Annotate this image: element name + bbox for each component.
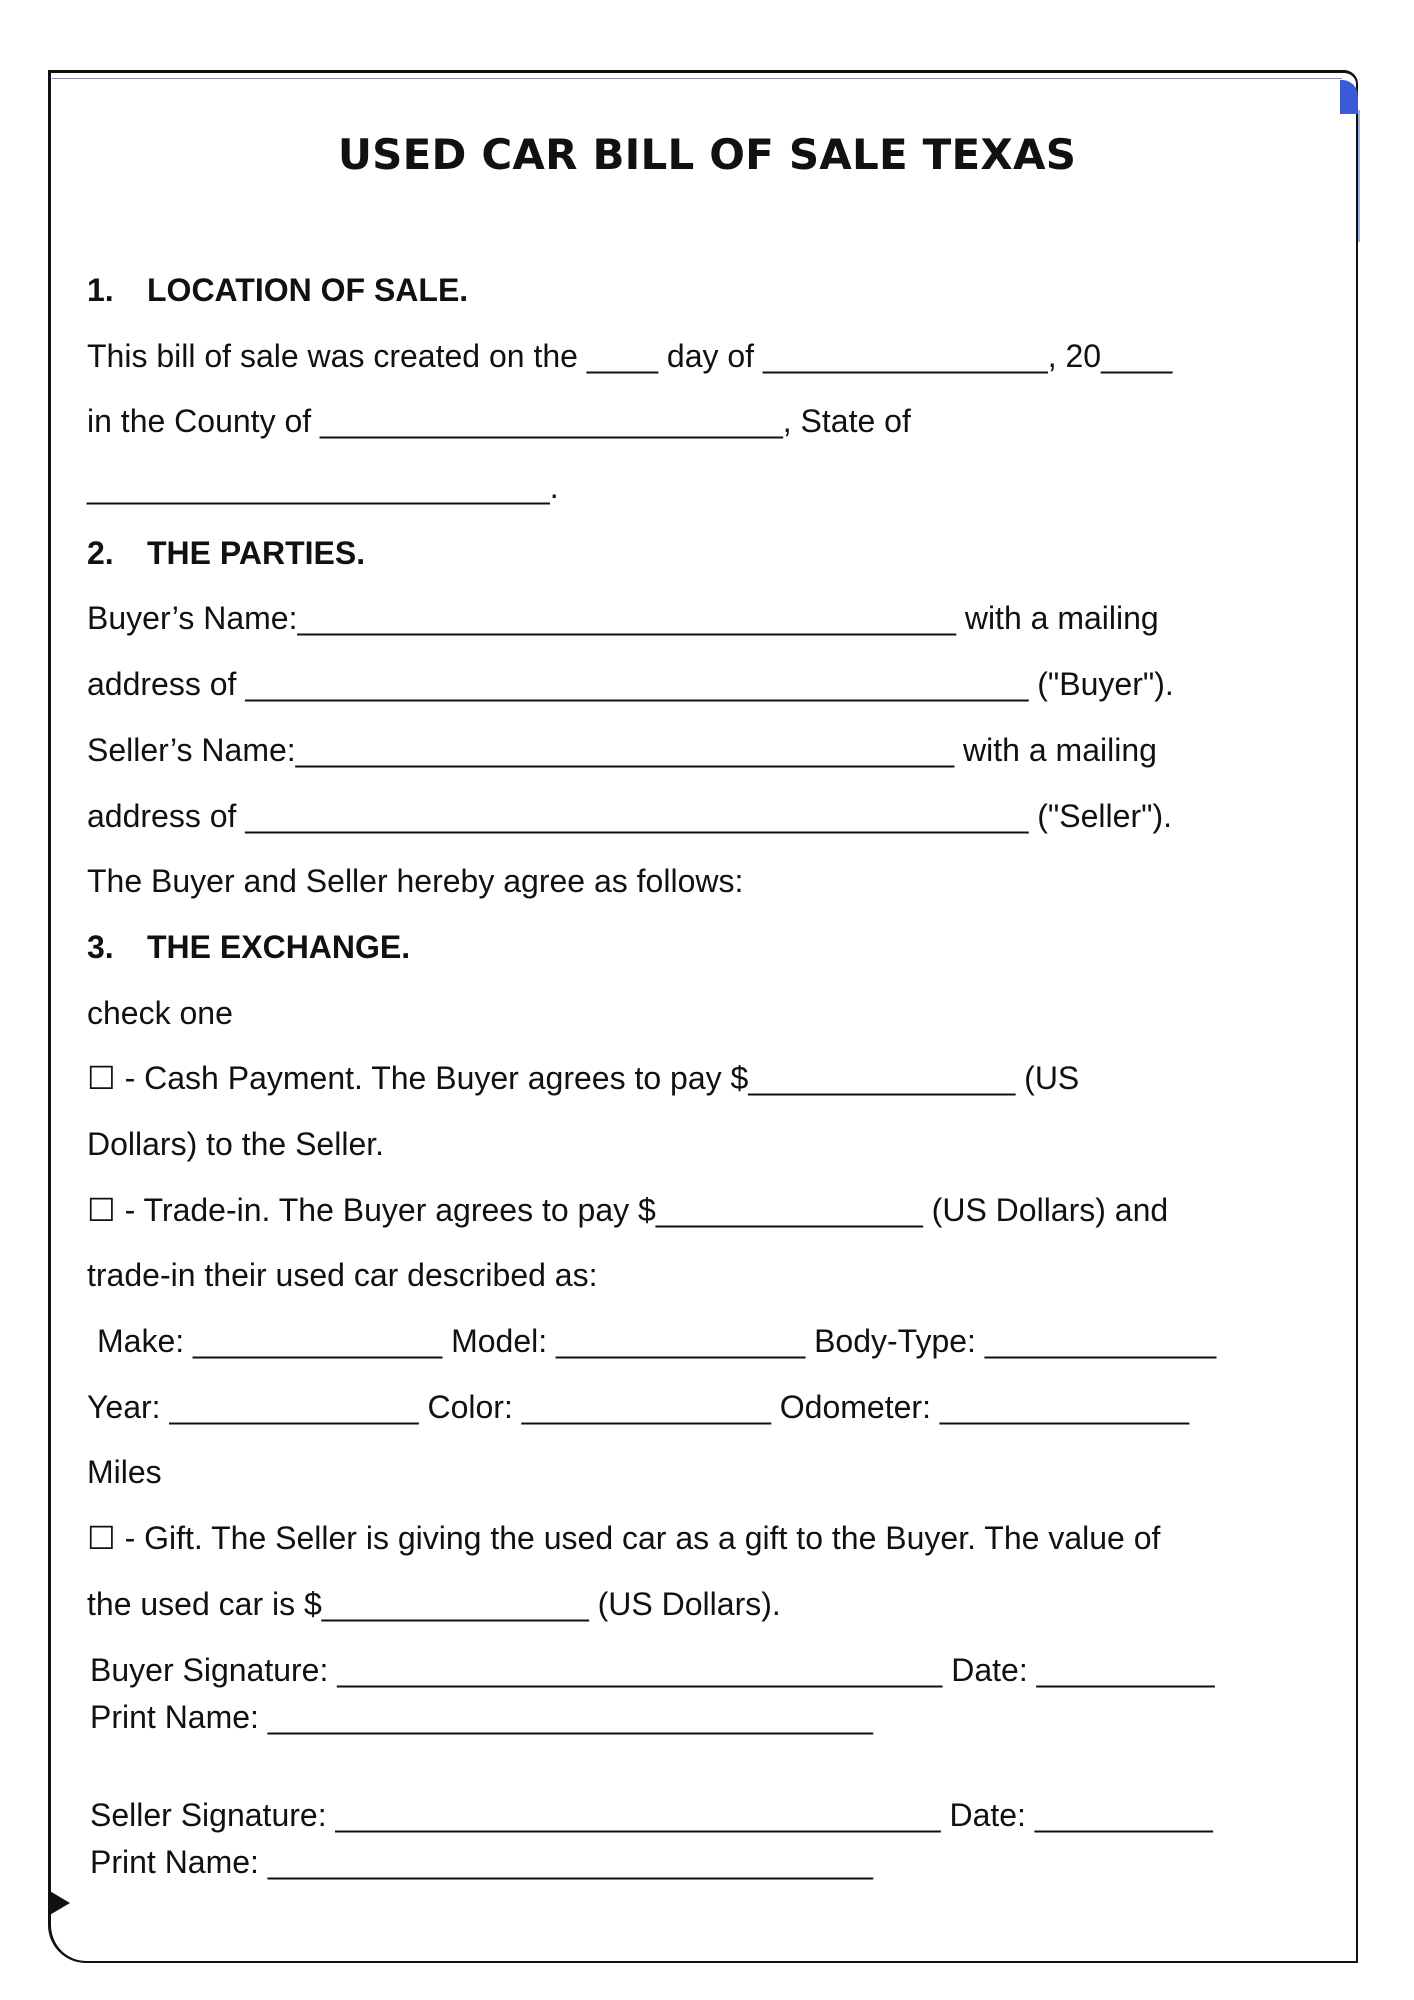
section-number: 1. <box>87 272 114 308</box>
vehicle-make-model-body-fields[interactable]: Make: ______________ Model: ______________ Body-Type: _____________ <box>97 1323 1217 1359</box>
check-one-instruction: check one <box>87 994 233 1031</box>
gift-checkbox[interactable]: ☐ <box>87 1520 116 1557</box>
trade-in-option <box>87 1178 1337 1244</box>
gift-text: - Gift. The Seller is giving the used car as a gift to the Buyer. The value of <box>115 1520 1161 1557</box>
buyer-address-field[interactable]: address of ____________________________________________ ("Buyer"). <box>87 666 1174 703</box>
seller-print-name-field[interactable]: Print Name: __________________________________ <box>90 1844 873 1880</box>
odometer-unit: Miles <box>87 1454 162 1491</box>
trade-in-text-cont: trade-in their used car described as: <box>87 1257 598 1294</box>
section-title: THE PARTIES. <box>147 534 366 571</box>
seller-signature-block <box>90 1792 1340 1886</box>
buyer-name-field[interactable]: Buyer’s Name:_____________________________________ with a mailing <box>87 600 1159 637</box>
seller-address-field[interactable]: address of ____________________________________________ ("Seller"). <box>87 797 1172 834</box>
seller-name-field[interactable]: Seller’s Name:_____________________________________ with a mailing <box>87 731 1157 768</box>
section-number: 3. <box>87 928 114 965</box>
section-heading-location <box>87 258 1337 324</box>
section-heading-parties <box>87 521 1337 587</box>
vehicle-year-color-odometer-fields[interactable]: Year: ______________ Color: ______________ Odometer: ______________ <box>87 1388 1189 1425</box>
trade-in-text[interactable]: - Trade-in. The Buyer agrees to pay $_______________ (US Dollars) and <box>115 1191 1169 1228</box>
location-line-county[interactable]: in the County of __________________________, State of <box>87 403 911 440</box>
top-rule <box>52 78 1342 79</box>
buyer-signature-field[interactable]: Buyer Signature: __________________________________ Date: __________ <box>90 1652 1215 1688</box>
location-line-date[interactable]: This bill of sale was created on the ____ day of ________________, 20____ <box>87 337 1173 374</box>
section-title: THE EXCHANGE. <box>147 928 411 965</box>
section-number: 2. <box>87 534 114 571</box>
section-heading-exchange <box>87 915 1337 981</box>
gift-option <box>87 1506 1337 1572</box>
corner-arrow-icon <box>48 1890 70 1916</box>
seller-signature-field[interactable]: Seller Signature: __________________________________ Date: __________ <box>90 1797 1213 1833</box>
cash-payment-option <box>87 1046 1337 1112</box>
document-title: USED CAR BILL OF SALE TEXAS <box>337 130 1077 179</box>
buyer-signature-block <box>90 1647 1340 1741</box>
trade-in-checkbox[interactable]: ☐ <box>87 1191 116 1228</box>
agreement-statement: The Buyer and Seller hereby agree as follows: <box>87 863 744 900</box>
gift-value-field[interactable]: the used car is $_______________ (US Dollars). <box>87 1585 781 1622</box>
cash-payment-text[interactable]: - Cash Payment. The Buyer agrees to pay $_______________ (US <box>115 1060 1080 1097</box>
document-body <box>87 258 1337 1637</box>
cash-payment-text-cont: Dollars) to the Seller. <box>87 1125 385 1162</box>
location-line-state[interactable]: __________________________. <box>87 469 559 506</box>
section-title: LOCATION OF SALE. <box>147 272 469 308</box>
cash-checkbox[interactable]: ☐ <box>87 1060 116 1097</box>
buyer-print-name-field[interactable]: Print Name: __________________________________ <box>90 1699 873 1735</box>
